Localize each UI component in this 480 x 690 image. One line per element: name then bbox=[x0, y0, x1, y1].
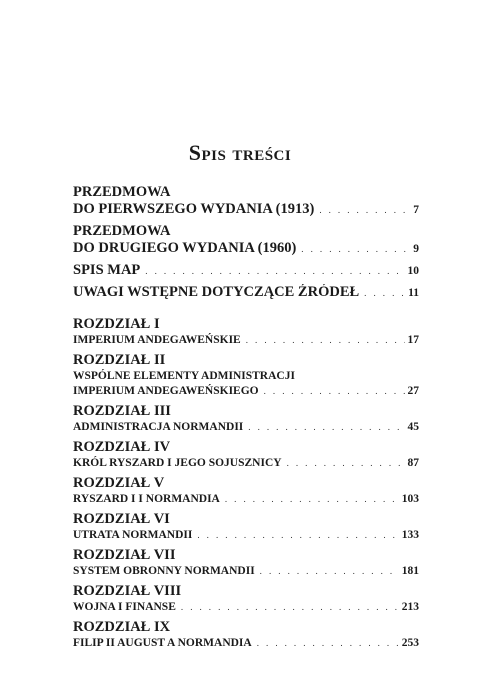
entry-title: DO PIERWSZEGO WYDANIA (1913) bbox=[73, 201, 315, 217]
chapter-label: ROZDZIAŁ III bbox=[73, 403, 171, 419]
dot-leader bbox=[301, 241, 410, 258]
page-number: 10 bbox=[407, 265, 419, 277]
dot-leader bbox=[197, 528, 398, 543]
dot-leader bbox=[246, 333, 405, 348]
page-number: 45 bbox=[407, 421, 419, 433]
dot-leader bbox=[181, 600, 399, 615]
page-number: 9 bbox=[413, 243, 419, 255]
chapter-title: SYSTEM OBRONNY NORMANDII bbox=[73, 565, 255, 577]
toc-entry bbox=[73, 619, 419, 651]
chapter-title: UTRATA NORMANDII bbox=[73, 529, 193, 541]
entry-title: PRZEDMOWA bbox=[73, 184, 171, 200]
page-number: 17 bbox=[407, 334, 419, 346]
entry-title: UWAGI WSTĘPNE DOTYCZĄCE ŹRÓDEŁ bbox=[73, 284, 360, 300]
entry-title: PRZEDMOWA bbox=[73, 223, 171, 239]
chapter-title: IMPERIUM ANDEGAWEŃSKIEGO bbox=[73, 385, 259, 397]
dot-leader bbox=[257, 636, 399, 651]
toc-line bbox=[73, 223, 419, 240]
chapter-label: ROZDZIAŁ II bbox=[73, 352, 166, 368]
page-number: 11 bbox=[408, 287, 419, 299]
chapter-label: ROZDZIAŁ VII bbox=[73, 547, 176, 563]
chapter-list bbox=[73, 316, 419, 651]
chapter-title: ADMINISTRACJA NORMANDII bbox=[73, 421, 244, 433]
chapter-title: FILIP II AUGUST A NORMANDIA bbox=[73, 637, 252, 649]
toc-entry bbox=[73, 511, 419, 543]
toc-entry bbox=[73, 547, 419, 579]
toc-entry bbox=[73, 284, 419, 302]
page-number: 87 bbox=[407, 457, 419, 469]
toc-line bbox=[73, 201, 419, 219]
chapter-label: ROZDZIAŁ IX bbox=[73, 619, 171, 635]
toc-line bbox=[73, 600, 419, 615]
toc-entry bbox=[73, 403, 419, 435]
page-number: 213 bbox=[401, 601, 419, 613]
front-matter-list bbox=[73, 184, 419, 302]
toc-line bbox=[73, 184, 419, 201]
toc-line bbox=[73, 564, 419, 579]
page-number: 253 bbox=[401, 637, 419, 649]
chapter-title: IMPERIUM ANDEGAWEŃSKIE bbox=[73, 334, 241, 346]
chapter-label: ROZDZIAŁ I bbox=[73, 316, 160, 332]
toc-entry bbox=[73, 184, 419, 219]
dot-leader bbox=[260, 564, 399, 579]
toc-line bbox=[73, 240, 419, 258]
toc-line bbox=[73, 492, 419, 507]
page-number: 181 bbox=[401, 565, 419, 577]
chapter-label: ROZDZIAŁ VI bbox=[73, 511, 170, 527]
chapter-label: ROZDZIAŁ V bbox=[73, 475, 165, 491]
toc-line bbox=[73, 333, 419, 348]
toc-line bbox=[73, 262, 419, 280]
toc-entry bbox=[73, 223, 419, 258]
page-number: 133 bbox=[401, 529, 419, 541]
table-of-contents bbox=[73, 184, 419, 655]
entry-title: SPIS MAP bbox=[73, 262, 141, 278]
toc-entry bbox=[73, 583, 419, 615]
entry-title: DO DRUGIEGO WYDANIA (1960) bbox=[73, 240, 297, 256]
section-gap bbox=[73, 306, 419, 316]
chapter-label: ROZDZIAŁ IV bbox=[73, 439, 171, 455]
page-number: 103 bbox=[401, 493, 419, 505]
toc-line bbox=[73, 420, 419, 435]
dot-leader bbox=[319, 202, 410, 219]
chapter-title: KRÓL RYSZARD I JEGO SOJUSZNICY bbox=[73, 457, 282, 469]
dot-leader bbox=[287, 456, 405, 471]
toc-line bbox=[73, 636, 419, 651]
toc-entry bbox=[73, 352, 419, 399]
toc-entry bbox=[73, 262, 419, 280]
toc-line bbox=[73, 284, 419, 302]
page-number: 7 bbox=[413, 204, 419, 216]
toc-line bbox=[73, 369, 419, 384]
dot-leader bbox=[364, 285, 405, 302]
chapter-title: WSPÓLNE ELEMENTY ADMINISTRACJI bbox=[73, 370, 295, 382]
toc-entry bbox=[73, 316, 419, 348]
toc-line bbox=[73, 528, 419, 543]
toc-entry bbox=[73, 475, 419, 507]
page-number: 27 bbox=[407, 385, 419, 397]
dot-leader bbox=[145, 263, 404, 280]
page-title: Spis treści bbox=[188, 140, 292, 165]
chapter-label: ROZDZIAŁ VIII bbox=[73, 583, 182, 599]
chapter-title: RYSZARD I I NORMANDIA bbox=[73, 493, 220, 505]
dot-leader bbox=[225, 492, 399, 507]
dot-leader bbox=[248, 420, 404, 435]
toc-line bbox=[73, 456, 419, 471]
toc-line bbox=[73, 384, 419, 399]
chapter-title: WOJNA I FINANSE bbox=[73, 601, 176, 613]
dot-leader bbox=[264, 384, 405, 399]
toc-entry bbox=[73, 439, 419, 471]
